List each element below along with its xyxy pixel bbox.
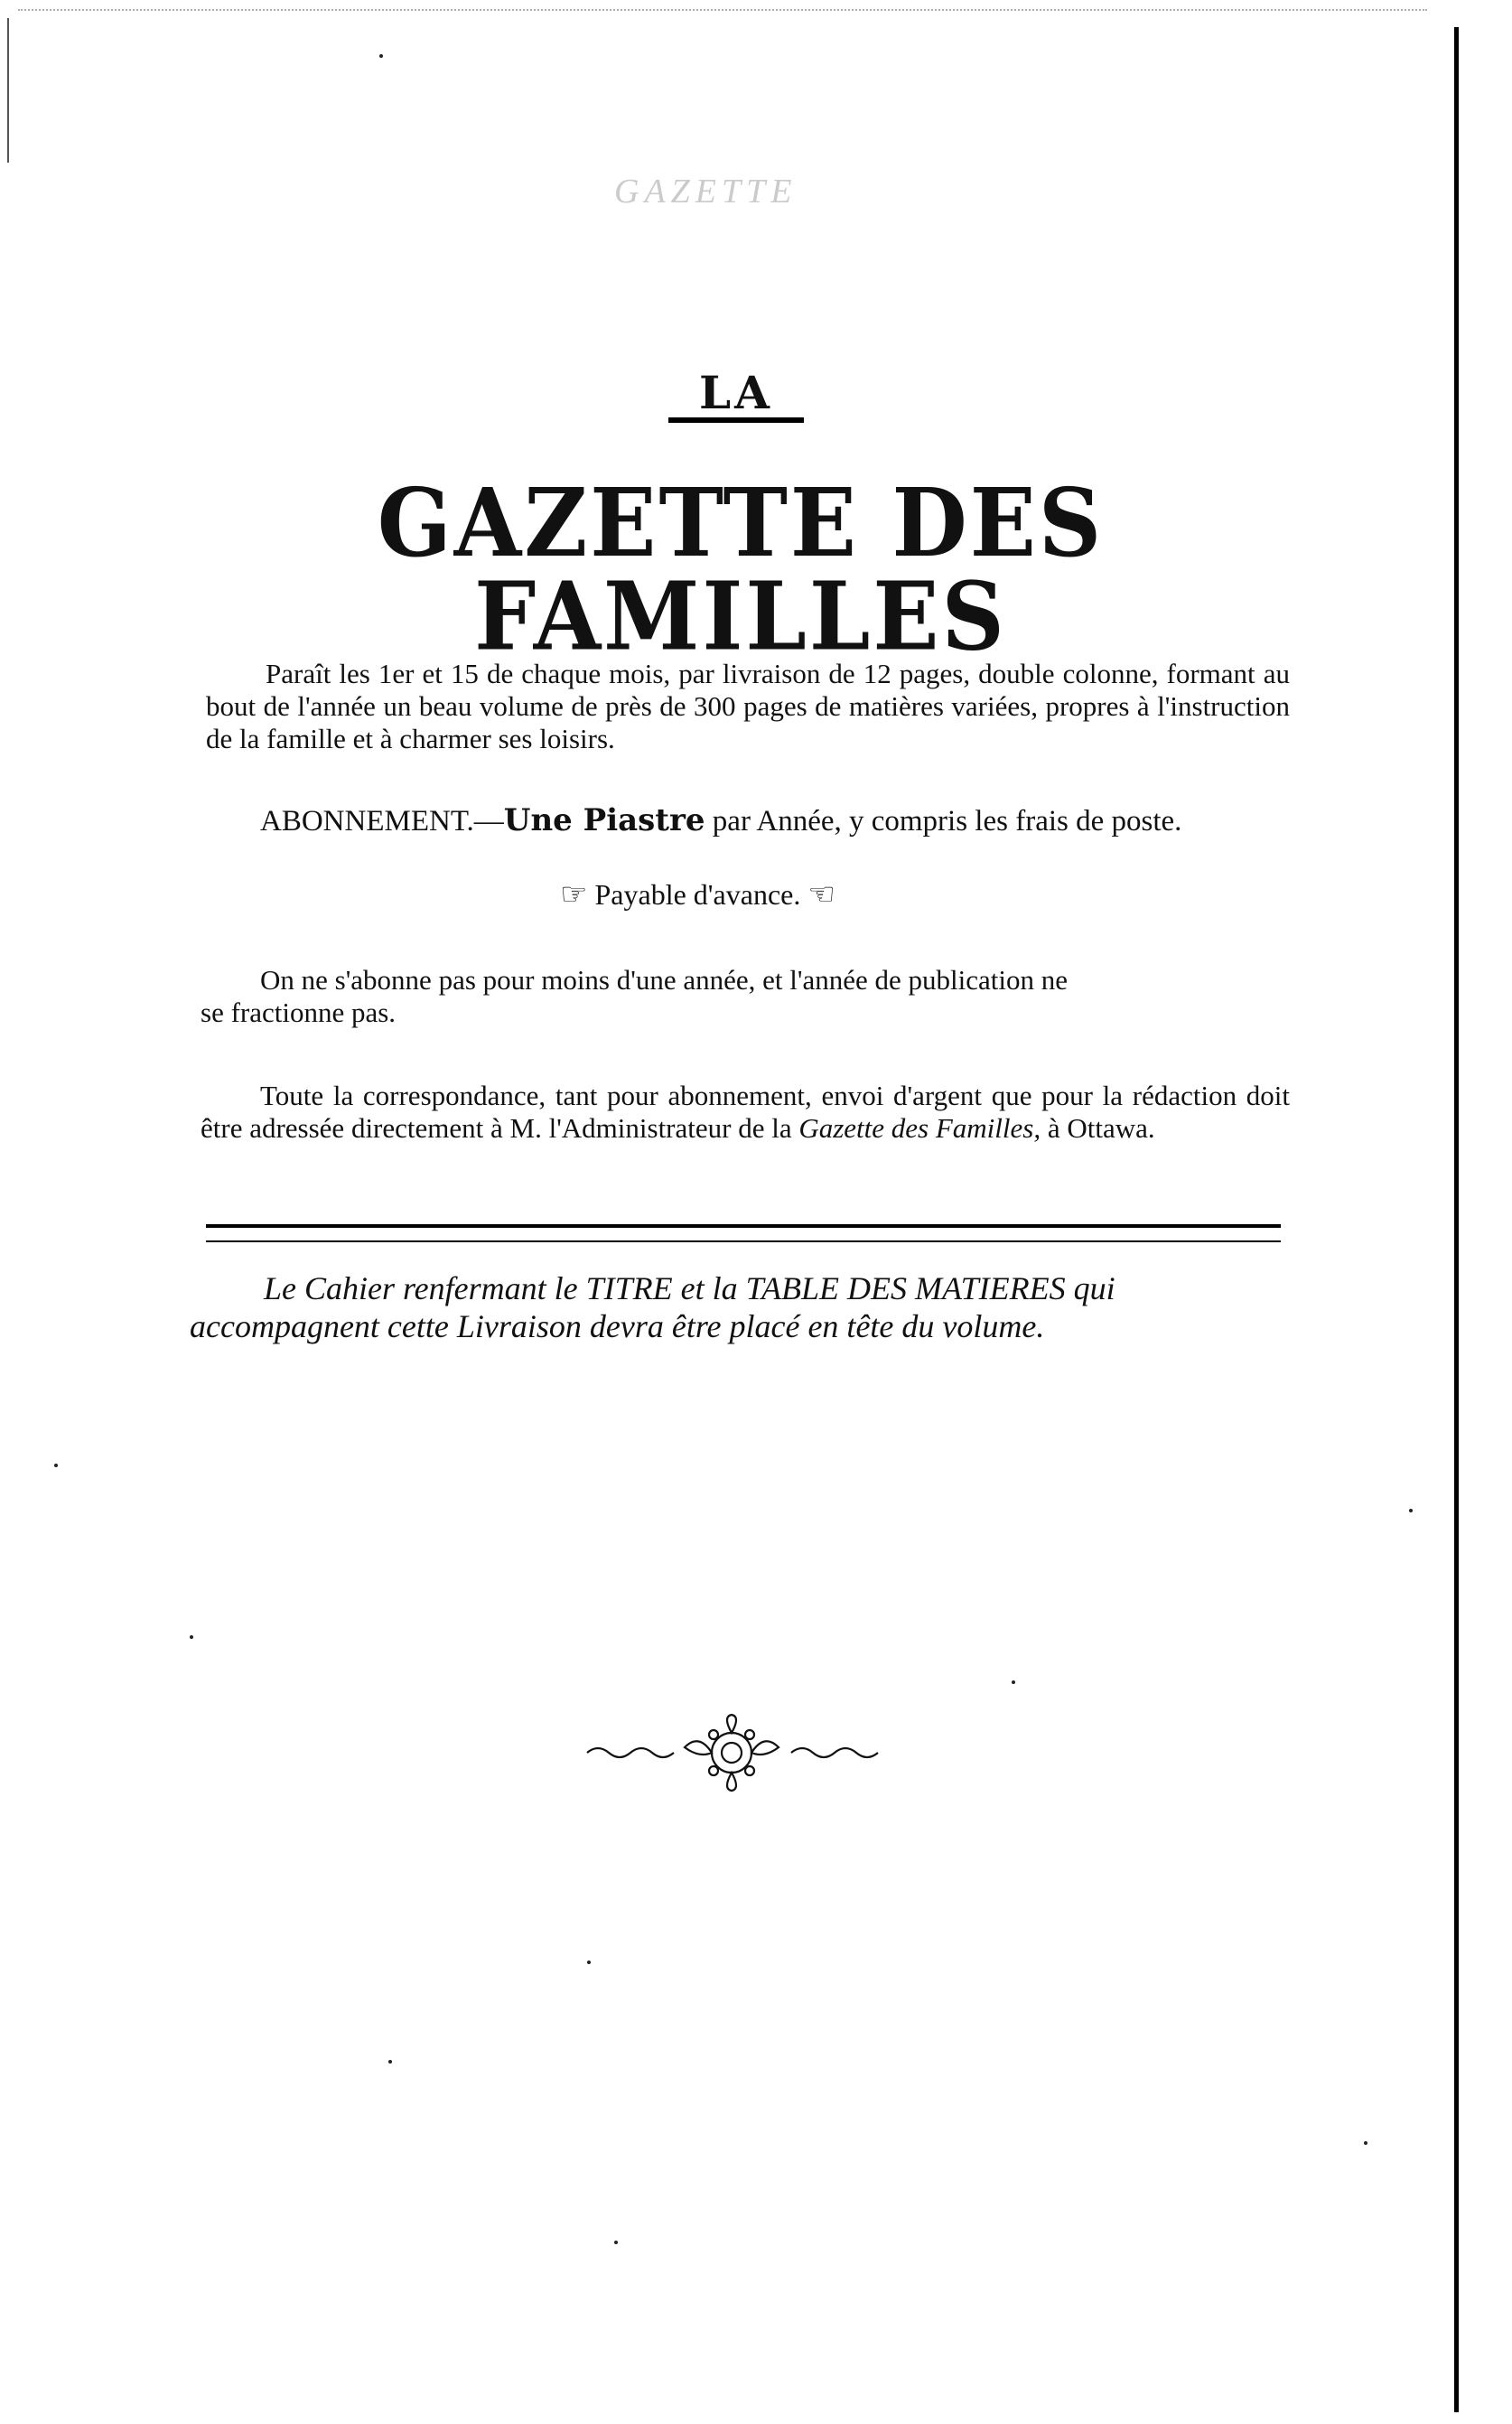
subscription-label: ABONNEMENT.— xyxy=(260,805,504,838)
correspondence-paragraph xyxy=(201,1080,1290,1145)
double-rule-divider xyxy=(206,1224,1281,1242)
print-speck xyxy=(54,1464,58,1467)
title-article: LA xyxy=(659,370,813,423)
minimum-term-line-2: se fractionne pas. xyxy=(201,997,397,1028)
subscription-line xyxy=(260,802,1290,839)
volume-notice-text: Le Cahier renfermant le TITRE et la TABLE DES MATIERES qui accompagnent cette Livraison devra être placé en tête du volume. xyxy=(190,1270,1115,1344)
ornament-fleuron-icon xyxy=(578,1712,885,1793)
pointing-hand-right-icon: ☞ xyxy=(560,876,588,913)
subscription-price: Une Piastre xyxy=(503,802,705,838)
right-binding-rule xyxy=(1454,27,1459,2412)
pointing-hand-left-icon: ☜ xyxy=(807,876,835,913)
volume-notice xyxy=(190,1269,1292,1345)
faded-library-stamp: GAZETTE xyxy=(614,173,798,211)
subscription-terms: par Année, y compris les frais de poste. xyxy=(712,805,1182,838)
top-edge-noise xyxy=(18,9,1427,38)
correspondence-before: Toute la correspondance, tant pour abonnement, envoi d'argent que pour la rédaction doit être adressée directement à M. l'Administrateur de la xyxy=(201,1080,1290,1144)
correspondence-after: à Ottawa. xyxy=(1047,1112,1155,1144)
intro-paragraph: Paraît les 1er et 15 de chaque mois, par livraison de 12 pages, double colonne, formant au bout de l'année un beau volume de près de 300 pages de matières variées, propres à l'instruction de la famille et à charmer ses loisirs. xyxy=(206,658,1290,754)
print-speck xyxy=(614,2241,618,2244)
print-speck xyxy=(190,1635,193,1639)
correspondence-text xyxy=(201,1080,1290,1145)
print-speck xyxy=(1364,2141,1367,2145)
print-speck xyxy=(1012,1680,1015,1684)
payable-text: Payable d'avance. xyxy=(594,878,801,911)
print-speck xyxy=(1409,1509,1413,1512)
print-speck xyxy=(379,54,383,58)
print-speck xyxy=(388,2060,392,2064)
minimum-term-line-1: On ne s'abonne pas pour moins d'une année, et l'année de publication ne xyxy=(260,964,1068,996)
minimum-term-paragraph xyxy=(201,964,1290,1029)
payable-line xyxy=(560,876,957,913)
left-page-edge xyxy=(7,18,9,163)
gazette-name: Gazette des Familles, xyxy=(798,1112,1041,1144)
print-speck xyxy=(587,1961,591,1964)
page-title: GAZETTE DES FAMILLES xyxy=(377,467,1105,672)
